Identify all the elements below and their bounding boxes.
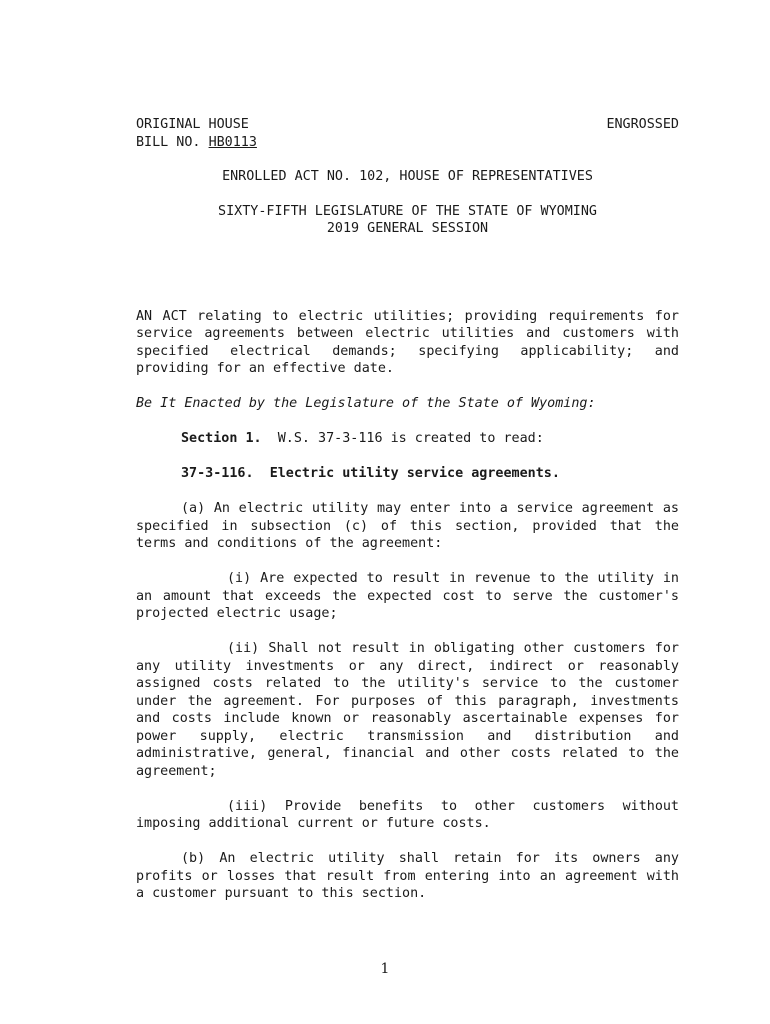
paragraph-i: (i) Are expected to result in revenue to the utility in an amount that exceeds the expected cost to serve the customer's projected electric usage; (136, 571, 679, 621)
act-title-paragraph: AN ACT relating to electric utilities; providing requirements for service agreements between electric utilities and customers with specified electrical demands; specifying applicability; and providing for an effective date. (136, 308, 679, 376)
section-1-text: W.S. 37-3-116 is created to read: (277, 431, 544, 446)
statute-heading (136, 465, 679, 483)
document-page (136, 116, 679, 903)
engrossed-label: ENGROSSED (606, 117, 679, 132)
bill-number: HB0113 (208, 134, 257, 150)
paragraph-iii: (iii) Provide benefits to other customers without imposing additional current or future costs. (136, 798, 679, 831)
section-1-label: Section 1. (181, 431, 262, 446)
bill-no-label: BILL NO. (136, 134, 201, 150)
enrolled-act-title: ENROLLED ACT NO. 102, HOUSE OF REPRESENTATIVES (222, 169, 593, 184)
enacting-clause: Be It Enacted by the Legislature of the State of Wyoming: (136, 396, 596, 411)
page-number: 1 (380, 961, 390, 977)
subsection-a: (a) An electric utility may enter into a service agreement as specified in subsection (c) of this section, provided that the terms and conditions of the agreement: (136, 501, 679, 551)
original-house-label: ORIGINAL HOUSE (136, 117, 249, 132)
statute-number: 37-3-116. (181, 466, 254, 481)
header-row (136, 116, 679, 134)
session-title: 2019 GENERAL SESSION (326, 221, 489, 236)
section-1-line (136, 430, 679, 448)
subsection-b: (b) An electric utility shall retain for its owners any profits or losses that result from entering into an agreement with a customer pursuant to this section. (136, 851, 679, 901)
paragraph-ii: (ii) Shall not result in obligating other customers for any utility investments or any direct, indirect or reasonably assigned costs related to the utility's service to the customer under the agreement. For purposes of this paragraph, investments and costs include known or reasonably ascertainable expenses for power supply, electric transmission and distribution and administrative, general, financial and other costs related to the agreement; (136, 641, 679, 779)
statute-title: Electric utility service agreements. (269, 466, 560, 481)
bill-number-line (136, 134, 679, 152)
legislature-title: SIXTY-FIFTH LEGISLATURE OF THE STATE OF WYOMING (218, 203, 597, 219)
